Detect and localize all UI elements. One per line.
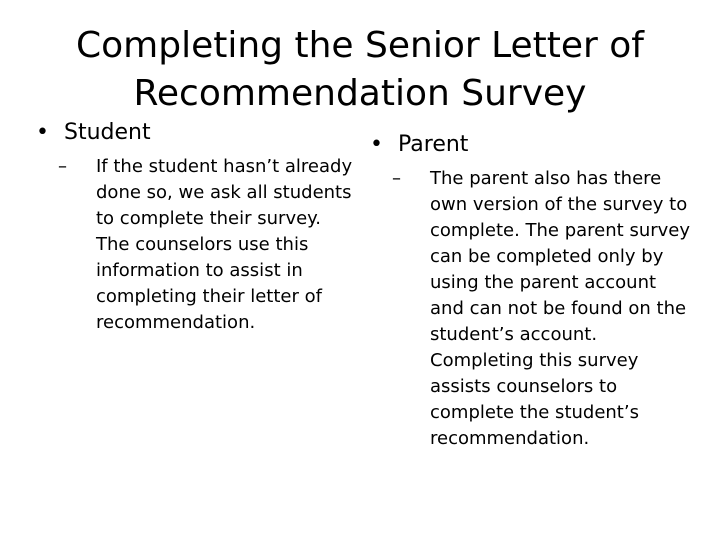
student-bullet <box>36 118 356 148</box>
parent-bullet <box>370 130 690 160</box>
parent-sub-bullet <box>392 166 690 452</box>
student-sub-bullet <box>58 154 356 336</box>
student-heading: Student <box>64 120 151 145</box>
bullet-icon: • <box>370 132 383 157</box>
parent-heading: Parent <box>398 132 469 157</box>
student-text: If the student hasn’t already done so, we ask all students to complete their survey. The counselors use this information to assist in completing their letter of recommendation. <box>96 156 353 333</box>
parent-text: The parent also has there own version of the survey to complete. The parent survey can be completed only by using the parent account and can not be found on the student’s account. Completing this survey assists counselors to complete the student’s recommendation. <box>430 168 691 449</box>
bullet-icon: • <box>36 120 49 145</box>
dash-icon: – <box>392 168 401 189</box>
parent-column <box>370 130 690 452</box>
student-column <box>36 118 356 336</box>
dash-icon: – <box>58 156 67 177</box>
slide-title: Completing the Senior Letter of Recommendation Survey <box>76 25 644 114</box>
